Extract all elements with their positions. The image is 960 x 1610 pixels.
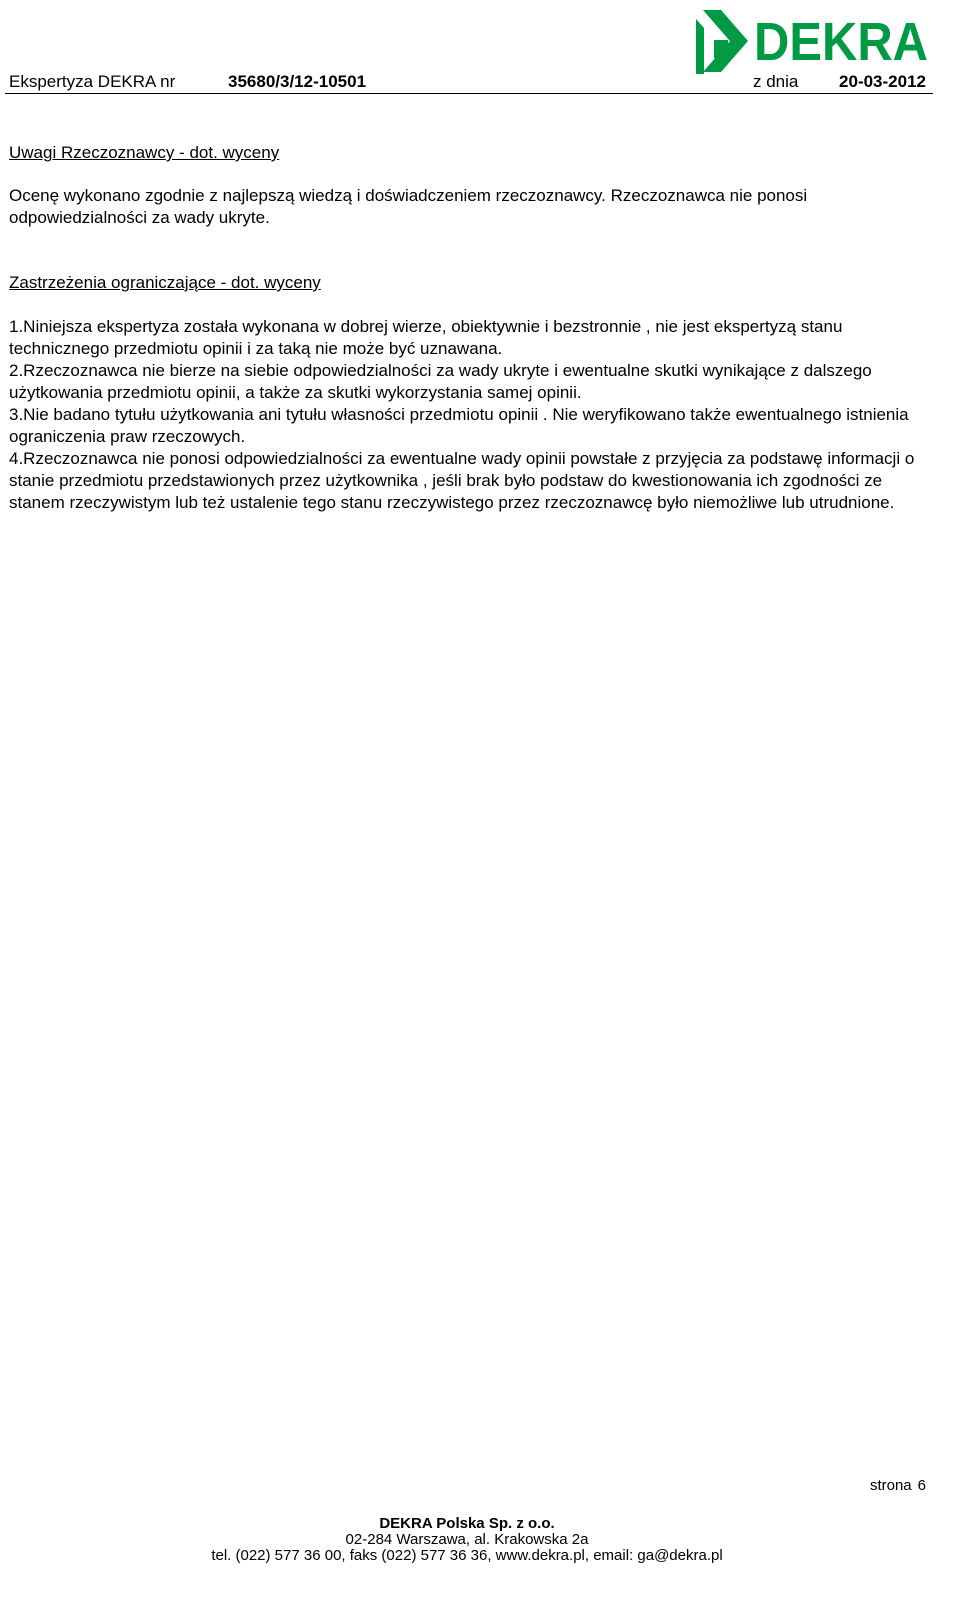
date-label: z dnia (753, 72, 799, 91)
page-number-value: 6 (917, 1477, 926, 1494)
logo-wordmark: DEKRA (754, 12, 928, 72)
footer-company: DEKRA Polska Sp. z o.o. (379, 1515, 555, 1532)
page-label: strona (869, 1477, 912, 1494)
spacer (9, 164, 929, 185)
spacer (9, 294, 929, 316)
footer-contact: tel. (022) 577 36 00, faks (022) 577 36 36, www.dekra.pl, email: ga@dekra.pl (211, 1547, 723, 1564)
document-header (9, 72, 930, 92)
report-date: 20-03-2012 (839, 72, 926, 91)
section-heading-limitations: Zastrzeżenia ograniczające - dot. wyceny (9, 273, 321, 292)
header-divider (5, 93, 933, 94)
document-footer (0, 1516, 934, 1564)
remarks-paragraph: Ocenę wykonano zgodnie z najlepszą wiedzą i doświadczeniem rzeczoznawcy. Rzeczoznawca nie ponosi odpowiedzialności za wady ukryte. (9, 186, 808, 227)
footer-address: 02-284 Warszawa, al. Krakowska 2a (345, 1531, 589, 1548)
report-label: Ekspertyza DEKRA nr (9, 72, 176, 91)
limitation-item-3: 3.Nie badano tytułu użytkowania ani tytułu własności przedmiotu opinii . Nie weryfikowano także ewentualnego istnienia ograniczenia praw rzeczowych. (9, 405, 909, 446)
limitation-item-4: 4.Rzeczoznawca nie ponosi odpowiedzialności za ewentualne wady opinii powstałe z przyjęcia za podstawę informacji o stanie przedmiotu przedstawionych przez użytkownika , jeśli brak było podstaw do kwestionowania ich zgodności ze stanem rzeczywistym lub też ustalenie tego stanu rzeczywistego przez rzeczoznawcę było niemożliwe lub utrudnione. (9, 449, 915, 512)
report-number: 35680/3/12-10501 (228, 72, 367, 91)
limitation-item-2: 2.Rzeczoznawca nie bierze na siebie odpowiedzialności za wady ukryte i ewentualne skutki wynikające z dalszego użytkowania przedmiotu opinii, a także za skutki wykorzystania samej opinii. (9, 361, 872, 402)
spacer (9, 229, 929, 272)
page-number (870, 1477, 926, 1495)
dekra-logo-mark (694, 10, 930, 74)
limitation-item-1: 1.Niniejsza ekspertyza została wykonana w dobrej wierze, obiektywnie i bezstronnie , nie jest ekspertyzą stanu technicznego przedmiotu opinii i za taką nie może być uznawana. (9, 317, 843, 358)
document-body (9, 142, 929, 514)
dekra-logo (694, 10, 930, 74)
section-heading-remarks: Uwagi Rzeczoznawcy - dot. wyceny (9, 143, 280, 162)
